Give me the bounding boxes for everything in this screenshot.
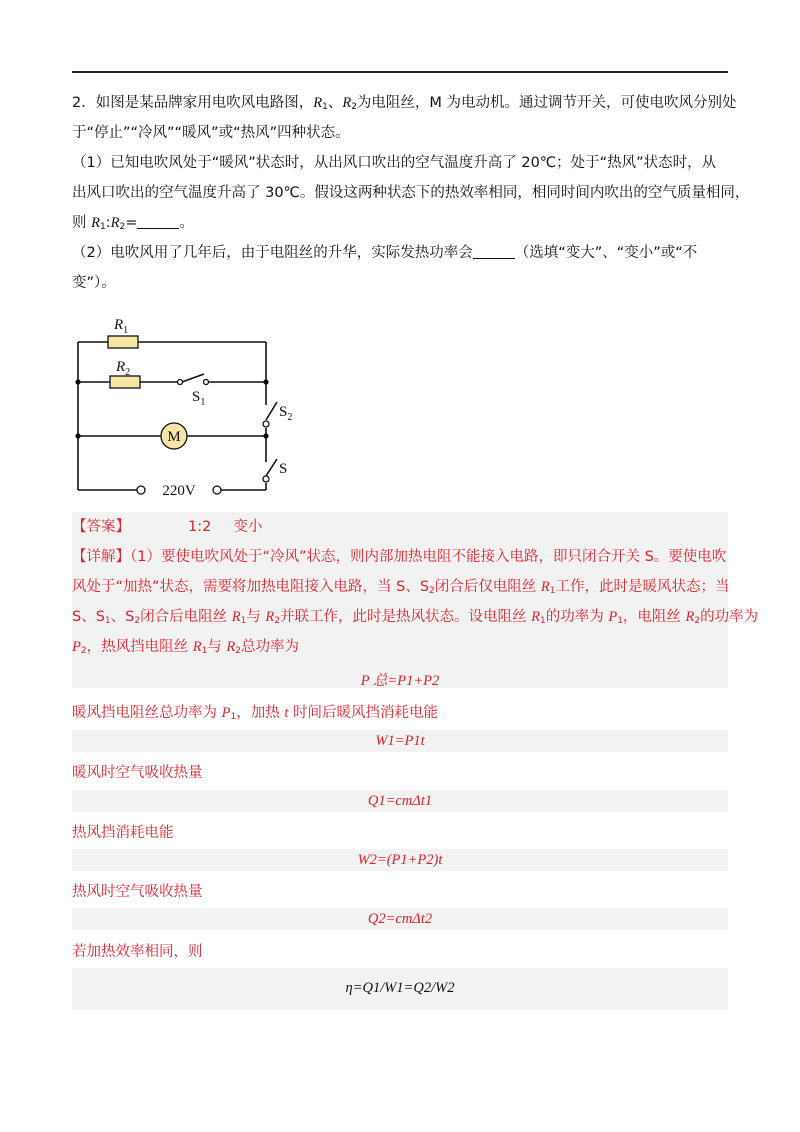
- s2-contact: [263, 421, 269, 427]
- s1-label: $S_1$: [192, 389, 206, 408]
- s2-switch-blade: [266, 402, 277, 420]
- formula-q2: Q2=cmΔt2: [367, 911, 433, 927]
- part2-line-1: （2）电吹风用了几年后，由于电阻丝的升华，实际发热功率会 （选填“变大”、“变小”或“不: [72, 245, 698, 261]
- part1-line-2: 出风口吹出的空气温度升高了 30℃。假设这两种状态下的热效率相同，相同时间内吹出的空气质量相同，: [72, 185, 750, 201]
- s-label: S: [279, 461, 288, 477]
- formula-p-total: P 总=P1+P2: [360, 673, 440, 689]
- junction-dot: [263, 379, 268, 384]
- detail-text-3: 暖风时空气吸收热量: [72, 765, 203, 781]
- question-line-2: 于“停止”“冷风”“暖风”或“热风”四种状态。: [72, 125, 350, 141]
- formula-w1: W1=P1t: [375, 733, 425, 749]
- answer-label: 【答案】: [72, 519, 130, 535]
- formula-q1: Q1=cmΔt1: [367, 793, 433, 809]
- detail-text-4: 热风挡消耗电能: [72, 825, 174, 841]
- junction-dot: [263, 433, 268, 438]
- motor-label: M: [167, 429, 181, 445]
- s2-label: $S_2$: [279, 404, 293, 423]
- s1-contact: [204, 380, 209, 385]
- detail-text-6: 若加热效率相同，则: [72, 944, 203, 960]
- circuit-diagram: [72, 312, 312, 502]
- answer-line: [72, 512, 728, 542]
- s1-contact: [178, 380, 183, 385]
- detail-paragraph: 【详解】（1）要使电吹风处于“冷风”状态，则内部加热电阻不能接入电路，即只闭合开关 S。要使电吹 风处于“加热”状态，需要将加热电阻接入电路，当 S、$S_2$闭合后仅电阻丝 $R_1$工作，此时是暖风状态；当 S、$S_1$、$S_2$闭合后电阻丝 $R_1$与 $R_2$并联工作，此时是热风状态。设电阻丝 $R_1$的功率为 $P_1$，电阻丝 $R_2$的功率为 $P_2$，热风挡电阻丝 $R_1$与 $R_2$总功率为: [72, 549, 759, 656]
- formula-w2: W2=(P1+P2)t: [357, 852, 443, 868]
- formula-efficiency: η=Q1/W1=Q2/W2: [345, 980, 455, 996]
- question-line-1: 2．如图是某品牌家用电吹风电路图，$R_1$、$R_2$为电阻丝，M 为电动机。通过调节开关，可使电吹风分别处: [72, 95, 737, 112]
- top-rule: [72, 71, 728, 73]
- detail-text-2: 暖风挡电阻丝总功率为 $P_1$，加热 t 时间后暖风挡消耗电能: [72, 705, 438, 722]
- part1-line-1: （1）已知电吹风处于“暖风”状态时，从出风口吹出的空气温度升高了 20℃；处于“热风”状态时，从: [72, 155, 717, 171]
- resistor-r1: [108, 336, 138, 348]
- answer-blank-1: [137, 214, 179, 229]
- detail-text-5: 热风时空气吸收热量: [72, 884, 203, 900]
- answer-value-1: 1:2: [188, 519, 212, 535]
- supply-terminal-right: [213, 486, 221, 494]
- voltage-label: 220V: [162, 483, 196, 499]
- s1-switch-blade: [182, 374, 204, 382]
- answer-blank-2: [473, 244, 515, 259]
- part1-line-3: 则 $R_1:R_2=$ 。: [72, 215, 194, 232]
- s-switch-blade: [266, 459, 277, 476]
- s-contact: [263, 476, 269, 482]
- answer-value-2: 变小: [233, 519, 263, 535]
- detail-label: 【详解】: [72, 549, 130, 565]
- junction-dot: [75, 433, 80, 438]
- r2-label: $R_2$: [116, 359, 131, 378]
- r1-label: $R_1$: [114, 317, 129, 336]
- junction-dot: [75, 379, 80, 384]
- part2-line-2: 变”）。: [72, 275, 116, 291]
- supply-terminal-left: [137, 486, 145, 494]
- question-block: [72, 88, 750, 298]
